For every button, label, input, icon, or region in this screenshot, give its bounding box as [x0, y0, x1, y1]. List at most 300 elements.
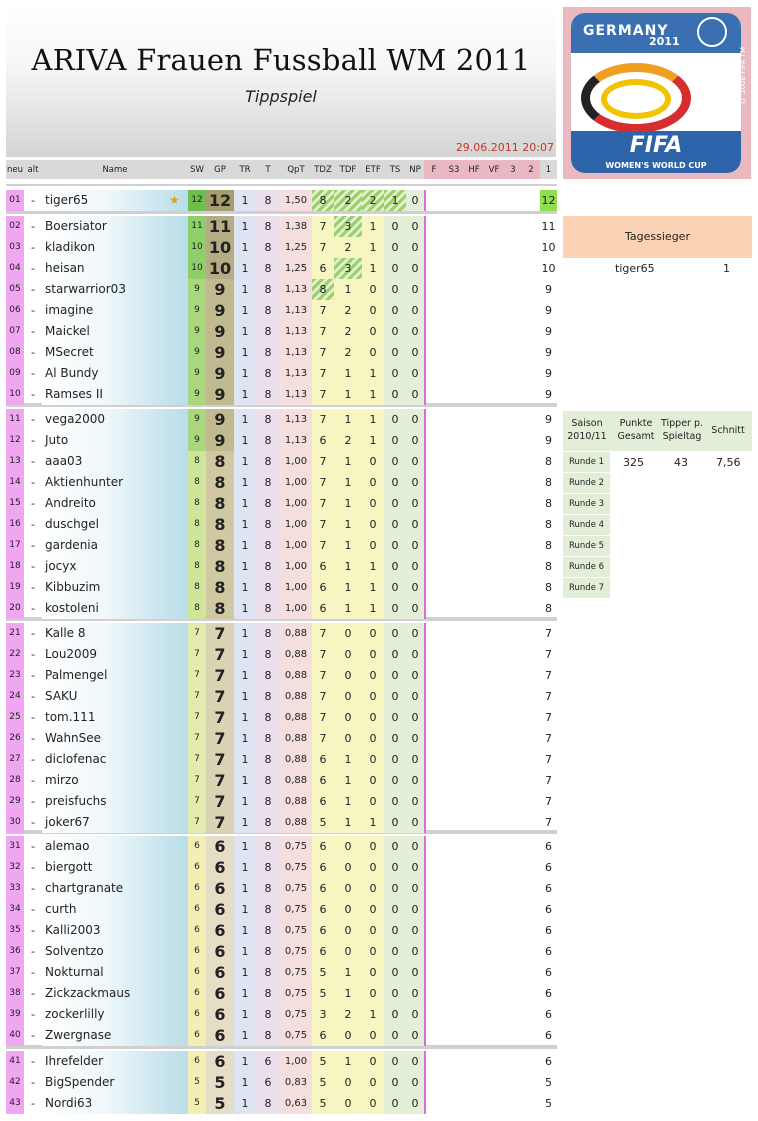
cell-tr: 1 — [234, 983, 256, 1004]
cell-alt: - — [31, 455, 35, 468]
cell-tdf: 1 — [334, 535, 362, 556]
punkte-label: Punkte Gesamt — [617, 418, 655, 442]
cell-etf: 1 — [362, 1004, 384, 1025]
cell-alt: - — [31, 434, 35, 447]
cell-etf: 0 — [362, 920, 384, 941]
cell-qpt: 0,88 — [280, 707, 312, 728]
cell-sw: 12 — [188, 190, 206, 211]
cell-sw: 8 — [188, 577, 206, 598]
cell-qpt: 1,00 — [280, 598, 312, 619]
cell-t: 8 — [256, 836, 280, 857]
cell-tdz: 7 — [312, 321, 334, 342]
cell-np: 0 — [406, 300, 424, 321]
cell-last: 8 — [545, 560, 552, 573]
cell-alt: - — [31, 882, 35, 895]
table-row — [6, 1093, 557, 1114]
cell-alt: - — [31, 1097, 35, 1110]
cell-last: 9 — [545, 325, 552, 338]
player-figure-icon — [697, 17, 727, 47]
cell-sw: 6 — [188, 962, 206, 983]
cell-etf: 0 — [362, 791, 384, 812]
cell-alt: - — [31, 539, 35, 552]
cell-np: 0 — [406, 237, 424, 258]
cell-t: 8 — [256, 384, 280, 405]
cell-np: 0 — [406, 409, 424, 430]
cell-gp: 9 — [206, 430, 234, 451]
cell-tdf: 1 — [334, 1051, 362, 1072]
cell-name: preisfuchs — [42, 791, 188, 812]
cell-neu: 21 — [6, 623, 24, 644]
cell-etf: 1 — [362, 216, 384, 237]
cell-ts: 0 — [384, 878, 406, 899]
cell-name: zockerlilly — [42, 1004, 188, 1025]
cell-qpt: 1,00 — [280, 493, 312, 514]
tagessieger-name: tiger65 — [615, 262, 655, 275]
cell-name: Nordi63 — [42, 1093, 188, 1114]
cell-alt: - — [31, 732, 35, 745]
cell-tdf: 1 — [334, 791, 362, 812]
cell-sw: 8 — [188, 451, 206, 472]
cell-np: 0 — [406, 686, 424, 707]
column-header-10: ETF — [365, 165, 381, 175]
cell-sw: 7 — [188, 791, 206, 812]
cell-tdz: 6 — [312, 577, 334, 598]
cell-t: 6 — [256, 1072, 280, 1093]
cell-gp: 7 — [206, 749, 234, 770]
cell-last: 7 — [545, 690, 552, 703]
cell-alt: - — [31, 220, 35, 233]
cell-tdz: 7 — [312, 514, 334, 535]
runde-schnitt: 7,56 — [716, 456, 741, 469]
cell-etf: 0 — [362, 472, 384, 493]
cell-last: 12 — [540, 190, 557, 211]
cell-np: 0 — [406, 941, 424, 962]
cell-finals-empty — [424, 556, 540, 577]
cell-tdf: 2 — [334, 1004, 362, 1025]
cell-ts: 0 — [384, 598, 406, 619]
cell-neu: 16 — [6, 514, 24, 535]
cell-qpt: 1,38 — [280, 216, 312, 237]
cell-gp: 8 — [206, 598, 234, 619]
cell-tdf: 1 — [334, 812, 362, 833]
cell-last: 8 — [545, 539, 552, 552]
cell-name: chartgranate — [42, 878, 188, 899]
cell-tr: 1 — [234, 623, 256, 644]
cell-finals-empty — [424, 321, 540, 342]
column-header-16: VF — [488, 165, 500, 175]
cell-gp: 8 — [206, 535, 234, 556]
cell-finals-empty — [424, 577, 540, 598]
cell-name: Andreito — [42, 493, 188, 514]
cell-last: 8 — [545, 581, 552, 594]
cell-sw: 6 — [188, 857, 206, 878]
cell-gp: 7 — [206, 791, 234, 812]
column-header-8: TDZ — [314, 165, 332, 175]
cell-neu: 31 — [6, 836, 24, 857]
cell-sw: 5 — [188, 1072, 206, 1093]
cell-etf: 0 — [362, 962, 384, 983]
column-header-17: 3 — [510, 165, 516, 175]
cell-tdf: 2 — [334, 300, 362, 321]
cell-name: Maickel — [42, 321, 188, 342]
cell-tdf: 1 — [334, 363, 362, 384]
cell-neu: 12 — [6, 430, 24, 451]
cell-tr: 1 — [234, 190, 256, 211]
cell-qpt: 1,13 — [280, 300, 312, 321]
cell-t: 6 — [256, 1051, 280, 1072]
cell-t: 8 — [256, 321, 280, 342]
cell-np: 0 — [406, 878, 424, 899]
cell-name: Al Bundy — [42, 363, 188, 384]
table-row — [6, 451, 557, 472]
cell-sw: 6 — [188, 878, 206, 899]
cell-name: Ramses II — [42, 384, 188, 405]
cell-sw: 9 — [188, 430, 206, 451]
cell-tdf: 1 — [334, 451, 362, 472]
cell-alt: - — [31, 753, 35, 766]
cell-tr: 1 — [234, 216, 256, 237]
group-separator — [6, 184, 557, 186]
cell-np: 0 — [406, 920, 424, 941]
cell-qpt: 1,13 — [280, 279, 312, 300]
cell-tr: 1 — [234, 237, 256, 258]
cell-name: kostoleni — [42, 598, 188, 619]
cell-gp: 6 — [206, 857, 234, 878]
cell-name: Aktienhunter — [42, 472, 188, 493]
cell-gp: 6 — [206, 983, 234, 1004]
table-row — [6, 686, 557, 707]
cell-neu: 10 — [6, 384, 24, 405]
cell-tdf: 1 — [334, 514, 362, 535]
cell-sw: 7 — [188, 728, 206, 749]
cell-t: 8 — [256, 899, 280, 920]
cell-np: 0 — [406, 342, 424, 363]
table-row — [6, 1025, 557, 1046]
cell-last: 8 — [545, 476, 552, 489]
cell-tdf: 1 — [334, 598, 362, 619]
cell-neu: 23 — [6, 665, 24, 686]
cell-qpt: 0,88 — [280, 728, 312, 749]
cell-gp: 9 — [206, 321, 234, 342]
cell-name: mirzo — [42, 770, 188, 791]
cell-finals-empty — [424, 707, 540, 728]
cell-neu: 27 — [6, 749, 24, 770]
cell-qpt: 1,00 — [280, 451, 312, 472]
cell-etf: 0 — [362, 686, 384, 707]
cell-gp: 8 — [206, 472, 234, 493]
cell-gp: 9 — [206, 300, 234, 321]
cell-alt: - — [31, 945, 35, 958]
cell-neu: 34 — [6, 899, 24, 920]
cell-alt: - — [31, 560, 35, 573]
cell-t: 8 — [256, 749, 280, 770]
cell-np: 0 — [406, 983, 424, 1004]
cell-finals-empty — [424, 1025, 540, 1046]
cell-last: 6 — [545, 861, 552, 874]
table-row — [6, 623, 557, 644]
table-row — [6, 749, 557, 770]
cell-finals-empty — [424, 836, 540, 857]
cell-tr: 1 — [234, 1093, 256, 1114]
cell-tdz: 7 — [312, 644, 334, 665]
cell-tdz: 7 — [312, 665, 334, 686]
table-row — [6, 812, 557, 833]
fifa-world-cup-logo — [563, 7, 751, 179]
cell-tdf: 2 — [334, 430, 362, 451]
cell-sw: 11 — [188, 216, 206, 237]
cell-tr: 1 — [234, 770, 256, 791]
cell-finals-empty — [424, 983, 540, 1004]
cell-tdz: 5 — [312, 812, 334, 833]
cell-sw: 10 — [188, 258, 206, 279]
cell-t: 8 — [256, 556, 280, 577]
cell-tr: 1 — [234, 836, 256, 857]
runde-tipper: 43 — [674, 456, 688, 469]
cell-alt: - — [31, 1008, 35, 1021]
runde-label: Runde 5 — [563, 536, 610, 556]
cell-np: 0 — [406, 363, 424, 384]
tagessieger-count: 1 — [723, 262, 730, 275]
cell-etf: 0 — [362, 451, 384, 472]
cell-etf: 1 — [362, 556, 384, 577]
cell-tdz: 6 — [312, 770, 334, 791]
cell-np: 0 — [406, 321, 424, 342]
cell-np: 0 — [406, 279, 424, 300]
column-header-0: neu — [6, 165, 23, 175]
cell-np: 0 — [406, 598, 424, 619]
cell-tr: 1 — [234, 384, 256, 405]
cell-tdf: 1 — [334, 749, 362, 770]
cell-tdf: 1 — [334, 983, 362, 1004]
cell-tdz: 7 — [312, 686, 334, 707]
cell-name: Kalle 8 — [42, 623, 188, 644]
cell-qpt: 0,83 — [280, 1072, 312, 1093]
cell-tdz: 7 — [312, 237, 334, 258]
cell-sw: 8 — [188, 556, 206, 577]
cell-tdz: 6 — [312, 899, 334, 920]
table-row — [6, 962, 557, 983]
cell-neu: 29 — [6, 791, 24, 812]
cell-tr: 1 — [234, 857, 256, 878]
cell-tdz: 6 — [312, 920, 334, 941]
cell-last: 9 — [545, 304, 552, 317]
cell-ts: 0 — [384, 899, 406, 920]
cell-last: 9 — [545, 388, 552, 401]
cell-tdz: 8 — [312, 190, 334, 211]
cell-tdf: 1 — [334, 577, 362, 598]
cell-tdz: 6 — [312, 598, 334, 619]
saison-label: Saison 2010/11 — [567, 418, 607, 442]
cell-finals-empty — [424, 920, 540, 941]
cell-etf: 1 — [362, 363, 384, 384]
cell-tdf: 0 — [334, 941, 362, 962]
cell-etf: 1 — [362, 237, 384, 258]
cell-np: 0 — [406, 258, 424, 279]
cell-t: 8 — [256, 1093, 280, 1114]
cell-alt: - — [31, 325, 35, 338]
cell-last: 7 — [545, 732, 552, 745]
cell-ts: 0 — [384, 514, 406, 535]
cell-neu: 04 — [6, 258, 24, 279]
cell-finals-empty — [424, 430, 540, 451]
cell-tdz: 6 — [312, 258, 334, 279]
cell-etf: 1 — [362, 384, 384, 405]
cell-name: MSecret — [42, 342, 188, 363]
logo-trademark: © 2008 FIFA TM — [739, 47, 747, 105]
cell-name: Kibbuzim — [42, 577, 188, 598]
cell-last: 6 — [545, 1055, 552, 1068]
cell-finals-empty — [424, 216, 540, 237]
cell-t: 8 — [256, 577, 280, 598]
cell-tdz: 5 — [312, 1072, 334, 1093]
cell-ts: 0 — [384, 258, 406, 279]
cell-finals-empty — [424, 1072, 540, 1093]
cell-neu: 28 — [6, 770, 24, 791]
cell-tdf: 1 — [334, 384, 362, 405]
cell-tdf: 0 — [334, 1093, 362, 1114]
cell-tdf: 1 — [334, 409, 362, 430]
cell-finals-empty — [424, 899, 540, 920]
cell-tr: 1 — [234, 1051, 256, 1072]
cell-neu: 20 — [6, 598, 24, 619]
cell-tdf: 0 — [334, 686, 362, 707]
cell-etf: 0 — [362, 1072, 384, 1093]
cell-t: 8 — [256, 237, 280, 258]
cell-gp: 7 — [206, 770, 234, 791]
cell-alt: - — [31, 711, 35, 724]
table-row — [6, 535, 557, 556]
cell-neu: 14 — [6, 472, 24, 493]
cell-etf: 0 — [362, 535, 384, 556]
cell-gp: 9 — [206, 363, 234, 384]
cell-ts: 0 — [384, 1072, 406, 1093]
cell-tr: 1 — [234, 686, 256, 707]
cell-t: 8 — [256, 300, 280, 321]
group-separator — [6, 211, 557, 214]
cell-etf: 1 — [362, 430, 384, 451]
cell-ts: 0 — [384, 1051, 406, 1072]
cell-t: 8 — [256, 644, 280, 665]
cell-finals-empty — [424, 623, 540, 644]
column-header-7: QpT — [287, 165, 305, 175]
cell-t: 8 — [256, 1004, 280, 1025]
cell-t: 8 — [256, 279, 280, 300]
cell-tdf: 3 — [334, 258, 362, 279]
cell-etf: 0 — [362, 665, 384, 686]
cell-ts: 0 — [384, 836, 406, 857]
cell-qpt: 1,25 — [280, 237, 312, 258]
cell-finals-empty — [424, 878, 540, 899]
cell-neu: 24 — [6, 686, 24, 707]
cell-finals-empty — [424, 237, 540, 258]
cell-sw: 7 — [188, 665, 206, 686]
cell-tdz: 6 — [312, 430, 334, 451]
cell-last: 6 — [545, 1029, 552, 1042]
cell-ts: 0 — [384, 451, 406, 472]
cell-last: 10 — [541, 262, 556, 275]
table-row — [6, 190, 557, 211]
cell-etf: 1 — [362, 577, 384, 598]
cell-qpt: 1,13 — [280, 321, 312, 342]
cell-alt: - — [31, 581, 35, 594]
cell-tdf: 2 — [334, 190, 362, 211]
cell-name: alemao — [42, 836, 188, 857]
table-row — [6, 770, 557, 791]
cell-name: SAKU — [42, 686, 188, 707]
cell-tr: 1 — [234, 1025, 256, 1046]
runde-punkte: 325 — [623, 456, 644, 469]
cell-qpt: 0,75 — [280, 836, 312, 857]
cell-tdz: 6 — [312, 791, 334, 812]
cell-sw: 10 — [188, 237, 206, 258]
cell-alt: - — [31, 367, 35, 380]
runde-label: Runde 1 — [563, 452, 610, 472]
cell-t: 8 — [256, 983, 280, 1004]
cell-alt: - — [31, 262, 35, 275]
cell-tdf: 0 — [334, 836, 362, 857]
cell-ts: 0 — [384, 279, 406, 300]
schnitt-label: Schnitt — [711, 425, 745, 436]
cell-last: 7 — [545, 753, 552, 766]
cell-np: 0 — [406, 791, 424, 812]
cell-tdf: 1 — [334, 962, 362, 983]
cell-t: 8 — [256, 728, 280, 749]
cell-np: 0 — [406, 812, 424, 833]
cell-etf: 0 — [362, 941, 384, 962]
cell-tdz: 7 — [312, 409, 334, 430]
cell-tdf: 0 — [334, 1072, 362, 1093]
logo-country: GERMANY — [583, 23, 669, 39]
table-row — [6, 598, 557, 619]
cell-neu: 05 — [6, 279, 24, 300]
cell-t: 8 — [256, 857, 280, 878]
cell-gp: 5 — [206, 1072, 234, 1093]
table-row — [6, 300, 557, 321]
cell-tdz: 7 — [312, 623, 334, 644]
cell-tdf: 0 — [334, 857, 362, 878]
cell-neu: 08 — [6, 342, 24, 363]
cell-alt: - — [31, 774, 35, 787]
cell-neu: 03 — [6, 237, 24, 258]
table-row — [6, 279, 557, 300]
cell-gp: 11 — [206, 216, 234, 237]
cell-sw: 8 — [188, 472, 206, 493]
cell-finals-empty — [424, 644, 540, 665]
cell-last: 7 — [545, 711, 552, 724]
cell-tr: 1 — [234, 707, 256, 728]
cell-finals-empty — [424, 493, 540, 514]
cell-qpt: 0,88 — [280, 665, 312, 686]
cell-finals-empty — [424, 686, 540, 707]
cell-t: 8 — [256, 342, 280, 363]
cell-gp: 6 — [206, 899, 234, 920]
cell-qpt: 0,88 — [280, 749, 312, 770]
cell-tdf: 2 — [334, 321, 362, 342]
cell-last: 6 — [545, 903, 552, 916]
cell-ts: 0 — [384, 237, 406, 258]
cell-sw: 8 — [188, 514, 206, 535]
cell-gp: 8 — [206, 514, 234, 535]
cell-neu: 41 — [6, 1051, 24, 1072]
column-header-15: HF — [468, 165, 480, 175]
runde-label: Runde 4 — [563, 515, 610, 535]
cell-name: heisan — [42, 258, 188, 279]
cell-alt: - — [31, 966, 35, 979]
cell-tdz: 7 — [312, 451, 334, 472]
cell-sw: 8 — [188, 493, 206, 514]
cell-t: 8 — [256, 472, 280, 493]
cell-tr: 1 — [234, 644, 256, 665]
